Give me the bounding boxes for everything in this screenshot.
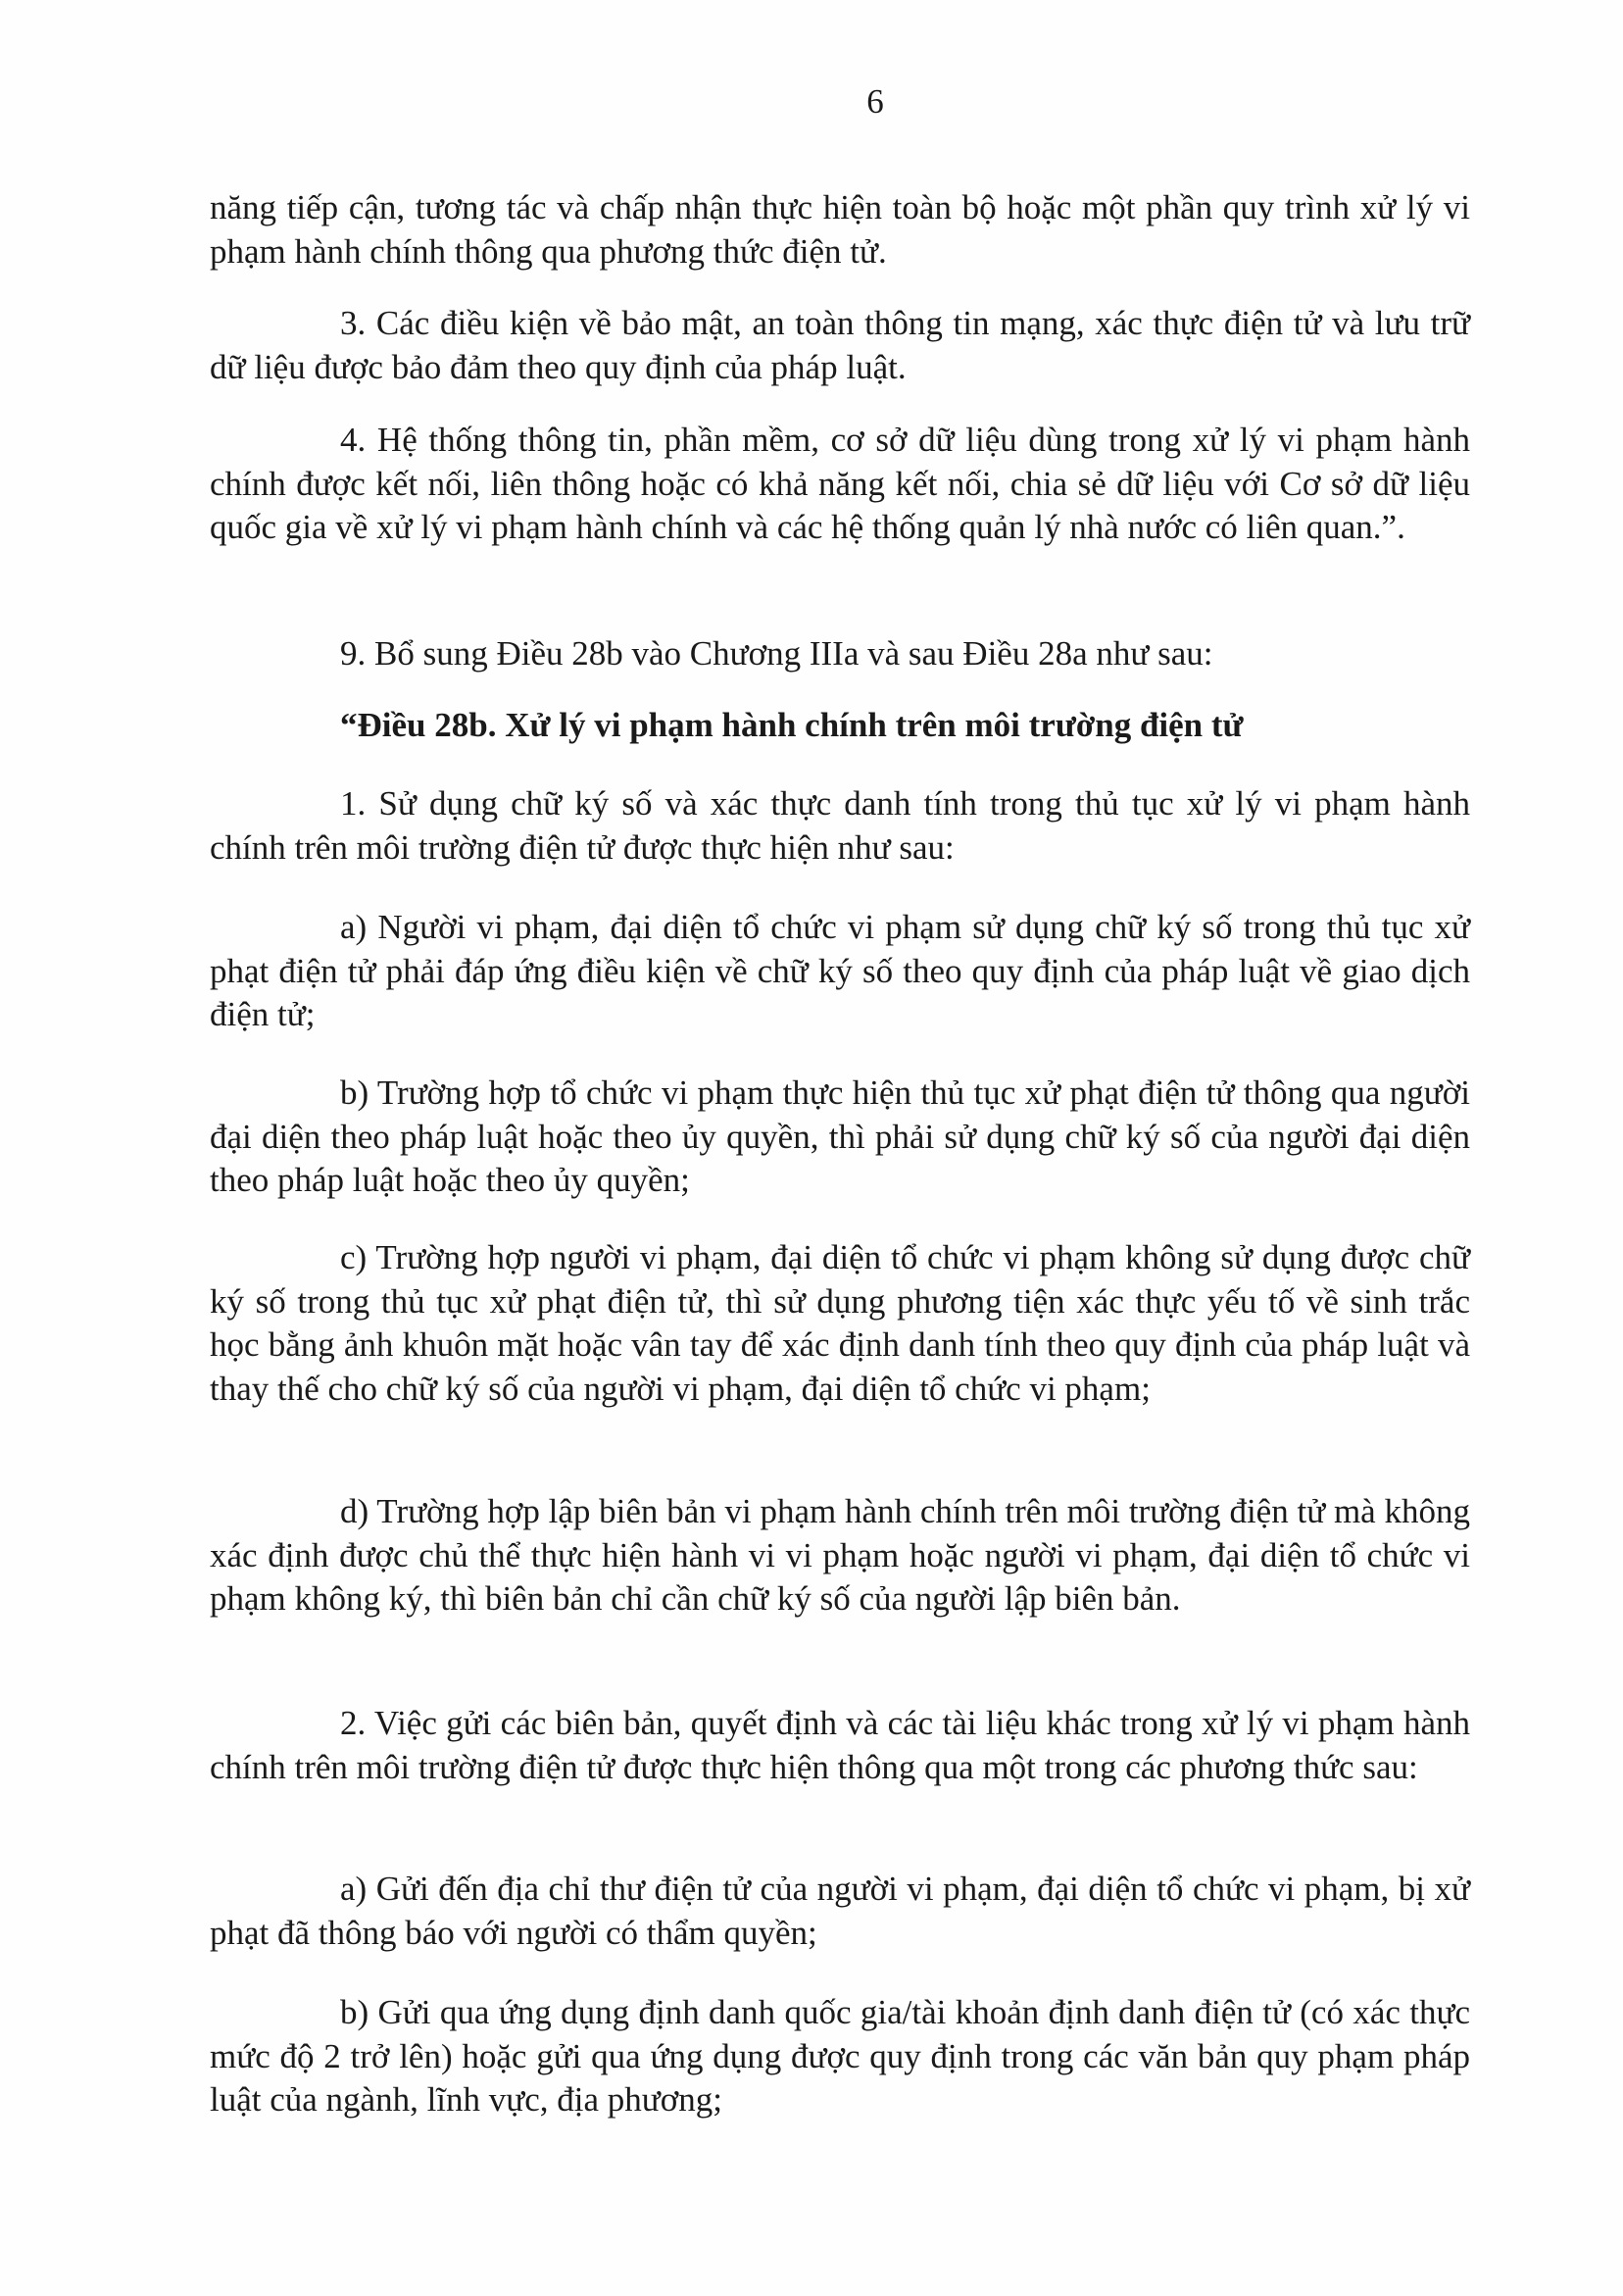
paragraph-28b-1c: c) Trường hợp người vi phạm, đại diện tổ chức vi phạm không sử dụng được chữ ký số trong thủ tục xử phạt điện tử, thì sử dụng phương tiện xác thực yếu tố về sinh trắc học bằng ảnh khuôn mặt hoặc vân tay để xác định danh tính theo quy định của pháp luật và thay thế cho chữ ký số của người vi phạm, đại diện tổ chức vi phạm;	[210, 1238, 1470, 1408]
paragraph-item-9: 9. Bổ sung Điều 28b vào Chương IIIa và sau Điều 28a như sau:	[340, 634, 1213, 673]
paragraph-28b-2b: b) Gửi qua ứng dụng định danh quốc gia/tài khoản định danh điện tử (có xác thực mức độ 2 trở lên) hoặc gửi qua ứng dụng được quy định trong các văn bản quy phạm pháp luật của ngành, lĩnh vực, địa phương;	[210, 1993, 1470, 2119]
paragraph-28b-clause-1: 1. Sử dụng chữ ký số và xác thực danh tính trong thủ tục xử lý vi phạm hành chính trên môi trường điện tử được thực hiện như sau:	[210, 784, 1470, 867]
paragraph-28b-1a: a) Người vi phạm, đại diện tổ chức vi phạm sử dụng chữ ký số trong thủ tục xử phạt điện tử phải đáp ứng điều kiện về chữ ký số theo quy định của pháp luật về giao dịch điện tử;	[210, 908, 1470, 1033]
page-number: 6	[866, 82, 884, 121]
paragraph-28b-1d: d) Trường hợp lập biên bản vi phạm hành chính trên môi trường điện tử mà không xác định được chủ thể thực hiện hành vi vi phạm hoặc người vi phạm, đại diện tổ chức vi phạm không ký, thì biên bản chỉ cần chữ ký số của người lập biên bản.	[210, 1492, 1470, 1618]
article-28b-heading: “Điều 28b. Xử lý vi phạm hành chính trên môi trường điện tử	[340, 706, 1244, 744]
paragraph-clause-3: 3. Các điều kiện về bảo mật, an toàn thông tin mạng, xác thực điện tử và lưu trữ dữ liệu được bảo đảm theo quy định của pháp luật.	[210, 304, 1470, 386]
paragraph-clause-4: 4. Hệ thống thông tin, phần mềm, cơ sở dữ liệu dùng trong xử lý vi phạm hành chính được kết nối, liên thông hoặc có khả năng kết nối, chia sẻ dữ liệu với Cơ sở dữ liệu quốc gia về xử lý vi phạm hành chính và các hệ thống quản lý nhà nước có liên quan.”.	[210, 421, 1470, 546]
paragraph-28b-1b: b) Trường hợp tổ chức vi phạm thực hiện thủ tục xử phạt điện tử thông qua người đại diện theo pháp luật hoặc theo ủy quyền, thì phải sử dụng chữ ký số của người đại diện theo pháp luật hoặc theo ủy quyền;	[210, 1073, 1470, 1199]
paragraph-28b-2a: a) Gửi đến địa chỉ thư điện tử của người vi phạm, đại diện tổ chức vi phạm, bị xử phạt đã thông báo với người có thẩm quyền;	[210, 1870, 1470, 1952]
paragraph-continuation: năng tiếp cận, tương tác và chấp nhận thực hiện toàn bộ hoặc một phần quy trình xử lý vi phạm hành chính thông qua phương thức điện tử.	[210, 188, 1470, 271]
paragraph-28b-clause-2: 2. Việc gửi các biên bản, quyết định và các tài liệu khác trong xử lý vi phạm hành chính trên môi trường điện tử được thực hiện thông qua một trong các phương thức sau:	[210, 1704, 1470, 1786]
